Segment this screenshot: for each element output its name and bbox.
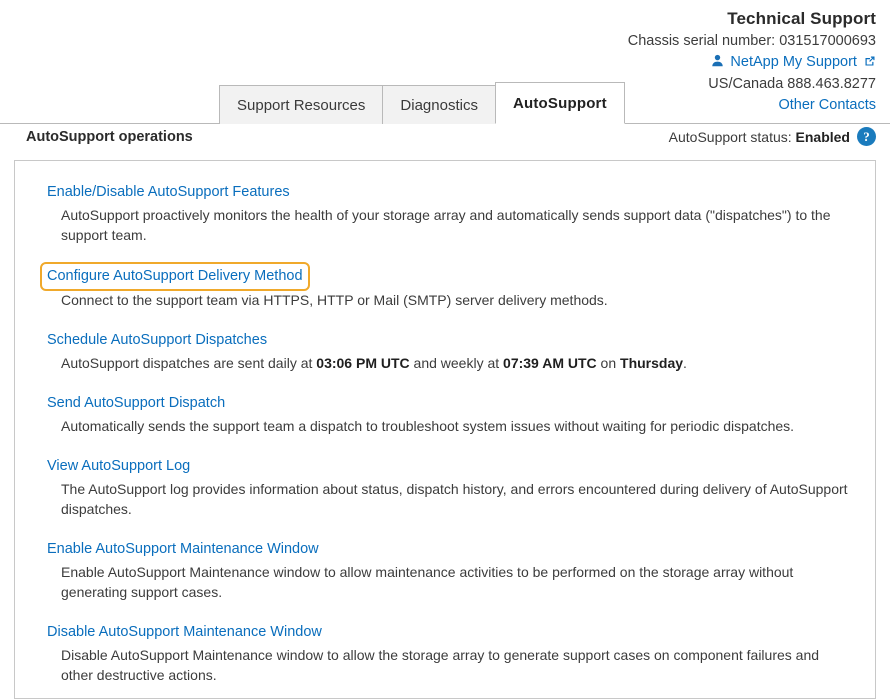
operation-description <box>47 205 849 245</box>
operation-description <box>47 562 849 602</box>
operation-description-text: AutoSupport dispatches are sent daily at <box>61 355 317 371</box>
operation-item <box>15 457 875 519</box>
help-icon[interactable]: ? <box>857 127 876 146</box>
operation-link-disable-autosupport-maintenance-window[interactable]: Disable AutoSupport Maintenance Window <box>47 624 322 640</box>
operation-description-text: Connect to the support team via HTTPS, HTTP or Mail (SMTP) server delivery methods. <box>61 292 608 308</box>
tab-support-resources[interactable] <box>219 85 383 124</box>
operation-description <box>47 479 849 519</box>
status-label: AutoSupport status: <box>668 129 792 145</box>
tab-label: AutoSupport <box>512 94 607 112</box>
other-contacts-link[interactable]: Other Contacts <box>778 97 876 113</box>
operation-item <box>15 394 875 436</box>
operation-description-text: The AutoSupport log provides information about status, dispatch history, and errors encountered during delivery of AutoSupport dispatches. <box>61 481 848 517</box>
operations-list <box>15 161 875 685</box>
tab-autosupport[interactable] <box>495 82 625 124</box>
status-value: Enabled <box>795 129 850 145</box>
tab-label: Support Resources <box>237 96 366 114</box>
tab-diagnostics[interactable] <box>382 85 496 124</box>
operation-description-text: Disable AutoSupport Maintenance window to allow the storage array to generate support cases on component failures and other destructive actions. <box>61 647 820 683</box>
operation-item <box>15 331 875 373</box>
operation-link-enable-autosupport-maintenance-window[interactable]: Enable AutoSupport Maintenance Window <box>47 541 319 557</box>
operation-description <box>47 290 849 310</box>
operation-description <box>47 353 849 373</box>
person-icon <box>711 53 724 74</box>
page-title: Technical Support <box>727 9 876 28</box>
external-link-icon[interactable] <box>864 53 876 74</box>
operation-description-text: Automatically sends the support team a dispatch to troubleshoot system issues without waiting for periodic dispatches. <box>61 418 795 434</box>
my-support-row <box>316 52 876 74</box>
operation-description-emphasis: 03:06 PM UTC <box>316 355 410 371</box>
operations-panel <box>14 160 876 699</box>
tabs <box>219 81 624 123</box>
operation-link-enable-disable-autosupport-features[interactable]: Enable/Disable AutoSupport Features <box>47 184 290 200</box>
operation-description-emphasis: 07:39 AM UTC <box>503 355 597 371</box>
operation-link-configure-autosupport-delivery-method[interactable]: Configure AutoSupport Delivery Method <box>44 266 306 287</box>
operation-item <box>15 540 875 602</box>
operation-description-text: on <box>596 355 621 371</box>
status-badge <box>669 129 850 145</box>
netapp-my-support-link[interactable]: NetApp My Support <box>730 54 857 70</box>
operation-description-text: . <box>683 355 687 371</box>
operation-item <box>15 623 875 685</box>
operations-subheader <box>0 126 890 158</box>
operation-item <box>15 266 875 310</box>
operation-description <box>47 645 849 685</box>
operation-description-text: Enable AutoSupport Maintenance window to allow maintenance activities to be performed on the storage array without generating support cases. <box>61 564 794 600</box>
operation-link-send-autosupport-dispatch[interactable]: Send AutoSupport Dispatch <box>47 395 226 411</box>
operation-link-view-autosupport-log[interactable]: View AutoSupport Log <box>47 458 191 474</box>
tab-bar <box>0 82 890 124</box>
operation-description-text: and weekly at <box>409 355 504 371</box>
support-phone: US/Canada 888.463.8277 <box>708 76 876 92</box>
autosupport-operations-title: AutoSupport operations <box>26 129 193 145</box>
tab-label: Diagnostics <box>400 96 478 114</box>
operation-description-text: AutoSupport proactively monitors the health of your storage array and automatically sends support data ("dispatches") to the support team. <box>61 207 831 243</box>
operation-link-schedule-autosupport-dispatches[interactable]: Schedule AutoSupport Dispatches <box>47 332 268 348</box>
operation-item <box>15 183 875 245</box>
chassis-serial-number: Chassis serial number: 031517000693 <box>627 33 876 49</box>
operation-description-emphasis: Thursday <box>620 355 684 371</box>
operation-description <box>47 416 849 436</box>
